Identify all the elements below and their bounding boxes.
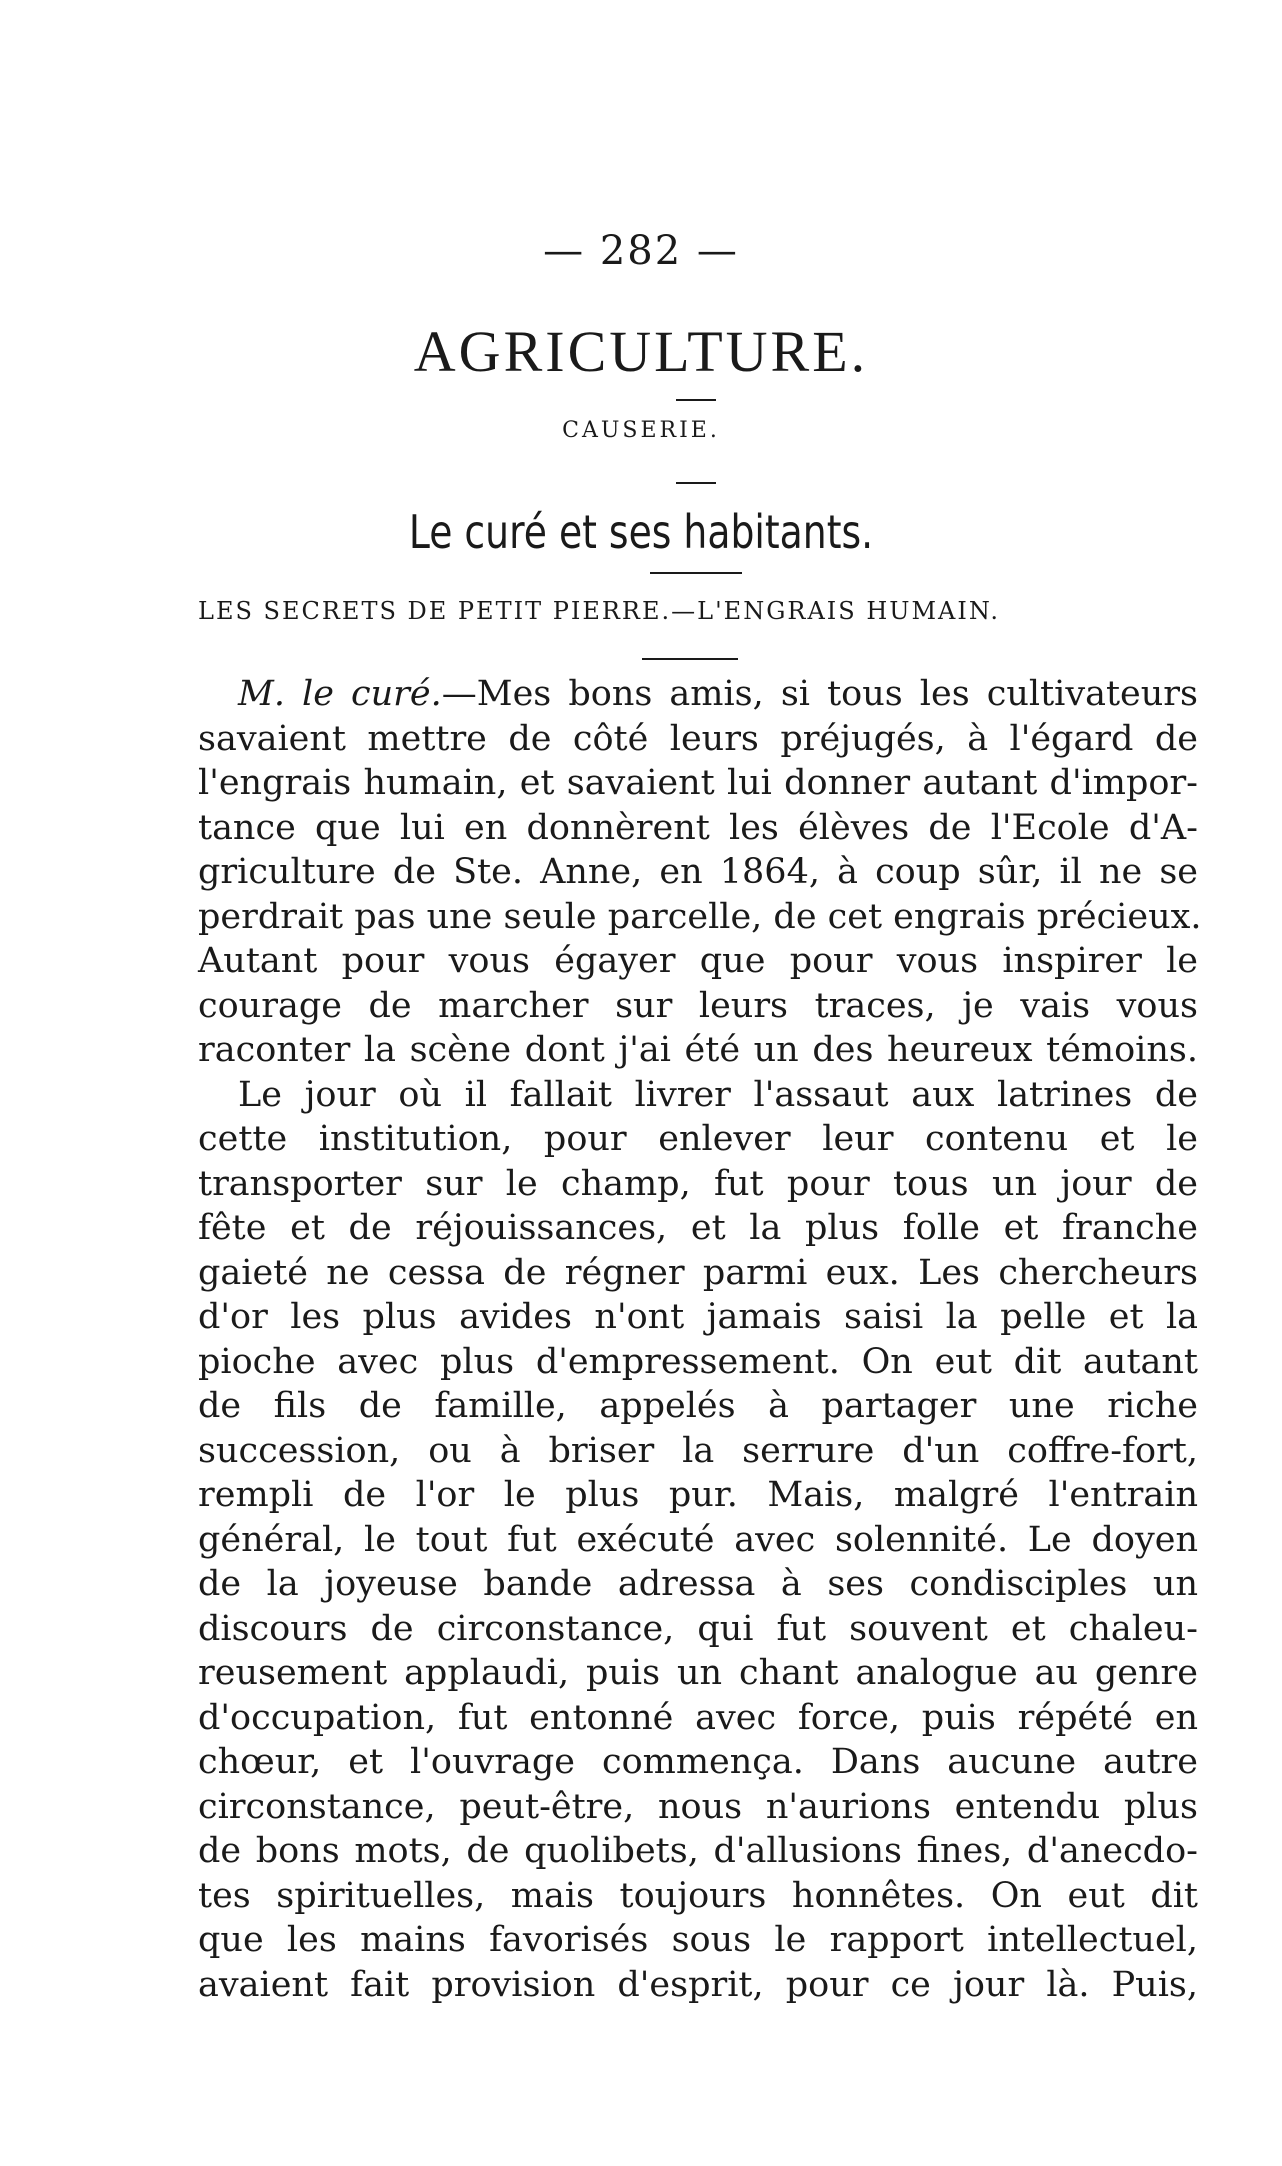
body-line: tes spirituelles, mais toujours honnêtes. On eut dit	[198, 1875, 1198, 1916]
body-line: Autant pour vous égayer que pour vous inspirer le	[198, 941, 1198, 981]
speaker-label: M. le curé.	[238, 674, 442, 714]
subheading: CAUSERIE.	[562, 418, 720, 443]
article-summary: LES SECRETS DE PETIT PIERRE.—L'ENGRAIS HUMAIN.	[198, 597, 1000, 625]
body-line: de la joyeuse bande adressa à ses condisciples un	[198, 1564, 1198, 1604]
divider-rule-2	[676, 482, 716, 484]
section-title: AGRICULTURE.	[413, 319, 869, 384]
body-line: cette institution, pour enlever leur contenu et le	[198, 1119, 1198, 1159]
body-line: chœur, et l'ouvrage commença. Dans aucune autre	[198, 1742, 1198, 1782]
body-line: transporter sur le champ, fut pour tous un jour de	[198, 1163, 1198, 1204]
body-line: avaient fait provision d'esprit, pour ce jour là. Puis,	[198, 1964, 1198, 2005]
divider-rule-4	[642, 658, 738, 660]
body-line: d'or les plus avides n'ont jamais saisi la pelle et la	[198, 1297, 1198, 1337]
body-line: M. le curé.—Mes bons amis, si tous les cultivateurs	[238, 674, 1198, 714]
divider-rule-3	[650, 572, 742, 574]
body-line: gaieté ne cessa de régner parmi eux. Les chercheurs	[198, 1252, 1198, 1293]
body-line: pioche avec plus d'empressement. On eut dit autant	[198, 1341, 1198, 1382]
divider-rule-1	[676, 399, 716, 401]
body-text	[198, 672, 1202, 2007]
body-line: d'occupation, fut entonné avec force, puis répété en	[198, 1697, 1198, 1738]
body-line: circonstance, peut-être, nous n'aurions entendu plus	[198, 1786, 1198, 1827]
body-line: fête et de réjouissances, et la plus folle et franche	[198, 1208, 1198, 1248]
body-line: raconter la scène dont j'ai été un des heureux témoins.	[198, 1030, 1198, 1070]
body-line: reusement applaudi, puis un chant analogue au genre	[198, 1653, 1198, 1693]
body-line: de fils de famille, appelés à partager une riche	[198, 1386, 1198, 1426]
body-line: discours de circonstance, qui fut souvent et chaleu-	[198, 1608, 1198, 1649]
body-line: rempli de l'or le plus pur. Mais, malgré l'entrain	[198, 1475, 1198, 1515]
body-line: succession, ou à briser la serrure d'un coffre-fort,	[198, 1430, 1198, 1471]
body-line: tance que lui en donnèrent les élèves de l'Ecole d'A-	[198, 807, 1198, 848]
article-title: Le curé et ses habitants.	[408, 505, 874, 559]
body-line: perdrait pas une seule parcelle, de cet engrais précieux.	[198, 896, 1202, 937]
body-line: de bons mots, de quolibets, d'allusions fines, d'anecdo-	[198, 1831, 1198, 1871]
page-number: — 282 —	[543, 228, 739, 274]
body-line: savaient mettre de côté leurs préjugés, à l'égard de	[198, 718, 1198, 759]
body-line: griculture de Ste. Anne, en 1864, à coup sûr, il ne se	[198, 852, 1198, 892]
body-line: que les mains favorisés sous le rapport intellectuel,	[198, 1920, 1198, 1960]
body-line: général, le tout fut exécuté avec solennité. Le doyen	[198, 1519, 1198, 1560]
body-line: courage de marcher sur leurs traces, je vais vous	[198, 985, 1198, 1026]
body-line: Le jour où il fallait livrer l'assaut aux latrines de	[238, 1074, 1198, 1115]
body-line: l'engrais humain, et savaient lui donner autant d'impor-	[198, 763, 1198, 803]
